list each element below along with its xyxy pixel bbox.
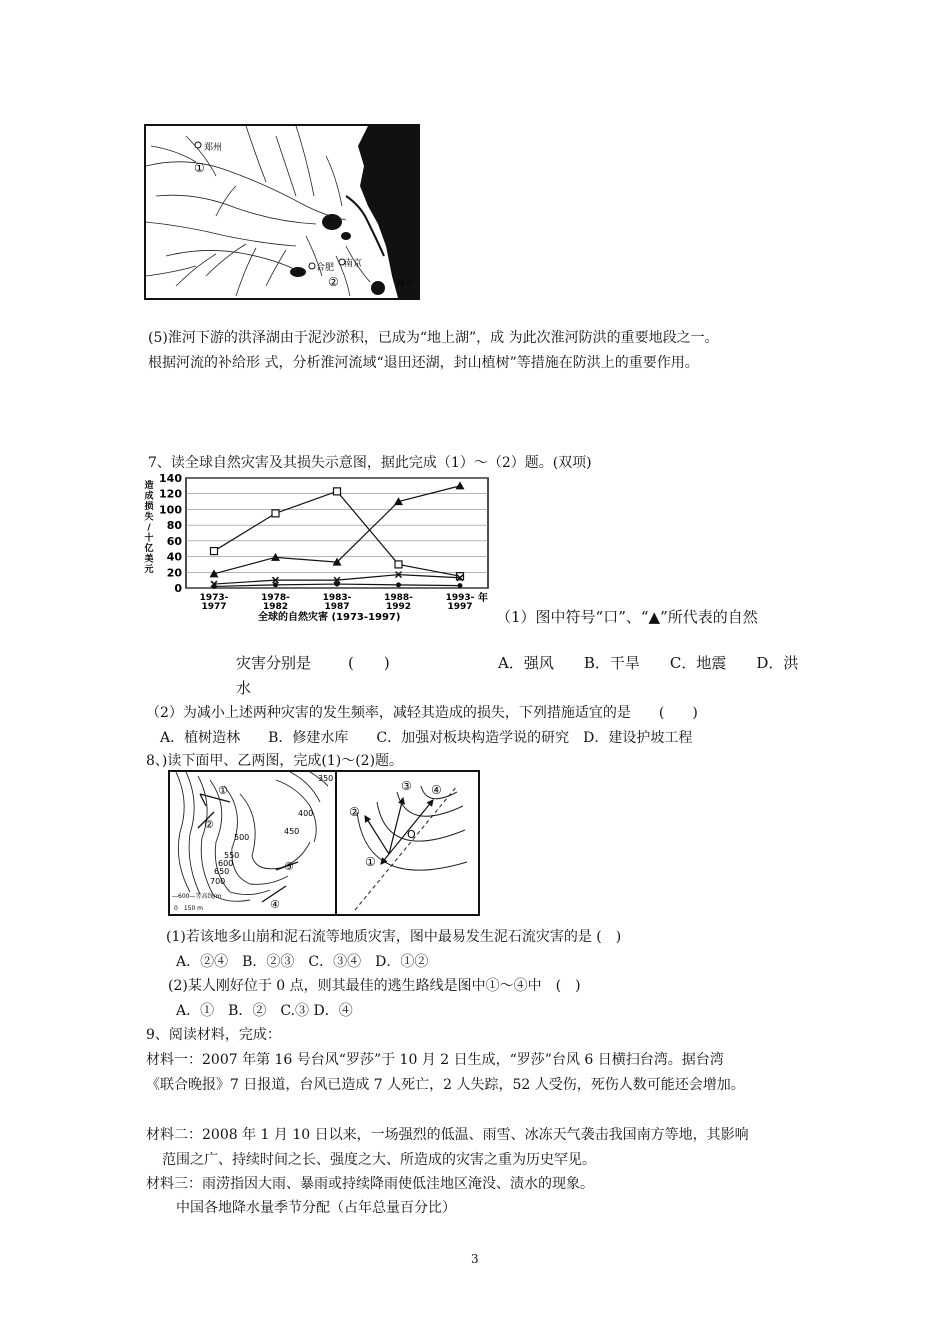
- contour-legend: —600—等高线/m: [172, 893, 222, 900]
- q9-material-3: 材料三：雨涝指因大雨、暴雨或持续降雨使低洼地区淹没、渍水的现象。: [146, 1176, 594, 1192]
- route-marker-4: ④: [431, 783, 442, 797]
- nanjing-label: 南京: [344, 259, 363, 269]
- contour-700-label: 700: [210, 877, 226, 886]
- chart-x-tick-label: 1973-: [199, 593, 229, 603]
- chart-y-label-char: 亿: [144, 544, 154, 554]
- chart-point-dot: [212, 584, 217, 589]
- chart-x-tick-label: 1978-: [261, 593, 290, 603]
- chart-x-tick-label: 1997: [447, 602, 473, 612]
- q7-sub2-options: A．植树造林 B．修建水库 C．加强对板块构造学说的研究 D．建设护坡工程: [160, 730, 693, 746]
- chart-y-tick-label: 140: [159, 472, 182, 485]
- route-marker-2: ②: [349, 805, 360, 819]
- shanghai-label: 海市: [396, 279, 412, 288]
- chart-y-label-char: 损: [144, 502, 154, 512]
- q5-line-2: 根据河流的补给形 式，分析淮河流域“退田还湖，封山植树”等措施在防洪上的重要作用。: [148, 355, 699, 371]
- chart-y-tick-label: 0: [174, 582, 182, 595]
- q9-stem: 9、阅读材料，完成：: [146, 1027, 281, 1043]
- page-number: 3: [471, 1252, 479, 1266]
- q7-stem: 7、读全球自然灾害及其损失示意图，据此完成（1）～（2）题。(双项): [148, 455, 592, 471]
- hefei-label: 合肥: [316, 263, 335, 273]
- huai-river-map: [144, 124, 420, 300]
- contour-map: [168, 770, 337, 916]
- chart-point-square: [272, 510, 279, 517]
- q7-sub1-line-b: 灾害分别是: [236, 654, 312, 672]
- contour-550-label: 550: [224, 851, 240, 860]
- contour-650-label: 650: [214, 867, 230, 876]
- chart-y-axis-label: [144, 479, 153, 575]
- chart-y-tick-label: 60: [166, 534, 182, 548]
- route-origin-label: O: [407, 828, 416, 841]
- chart-point-square: [395, 561, 402, 568]
- contour-marker-2: ②: [204, 818, 214, 831]
- contour-map-drawing: [170, 772, 335, 914]
- route-marker-3: ③: [401, 779, 412, 793]
- chart-point-square: [334, 488, 341, 495]
- chart-y-label-char: /: [147, 523, 151, 533]
- chart-y-label-char: 造: [144, 481, 154, 491]
- q7-sub1-option-wrap: 水: [236, 679, 252, 697]
- circle-1-label: ①: [194, 161, 205, 175]
- circle-2-label: ②: [328, 275, 339, 289]
- q8-sub2-options: A．① B．② C.③ D．④: [176, 1003, 353, 1019]
- chart-point-triangle: [456, 481, 465, 489]
- q7-sub1-options: A．强风 B．干旱 C．地震 D．洪: [498, 654, 799, 672]
- q9-material-1-line-a: 材料一：2007 年第 16 号台风“罗莎”于 10 月 2 日生成，“罗莎”台风 6 日横扫台湾。据台湾: [146, 1052, 724, 1068]
- chart-x-axis-label: 全球的自然灾害 (1973-1997): [258, 612, 401, 623]
- contour-500-label: 500: [234, 833, 250, 842]
- chart-point-square: [211, 548, 218, 555]
- q9-material-1-line-b: 《联合晚报》7 日报道，台风已造成 7 人死亡，2 人失踪，52 人受伤，死伤人数可能还会增加。: [146, 1077, 745, 1093]
- chart-point-dot: [273, 582, 278, 587]
- contour-400-label: 400: [298, 809, 314, 818]
- escape-route-drawing: [337, 772, 478, 914]
- q7-sub2: （2）为减小上述两种灾害的发生频率，减轻其造成的损失，下列措施适宜的是 ( ): [146, 705, 698, 721]
- huai-river-map-drawing: [146, 126, 418, 298]
- contour-450-label: 450: [284, 827, 300, 836]
- q5-line-1: (5)淮河下游的洪泽湖由于泥沙淤积，已成为“地上湖”，成 为此次淮河防洪的重要地段之一。: [148, 330, 719, 346]
- disaster-loss-chart-svg: [140, 472, 500, 624]
- contour-marker-3: ③: [284, 860, 294, 873]
- q9-material-2-line-a: 材料二：2008 年 1 月 10 日以来，一场强烈的低温、雨雪、冰冻天气袭击我国南方等地，其影响: [146, 1127, 749, 1143]
- q8-sub2: (2)某人刚好位于 0 点，则其最佳的逃生路线是图中①～④中 ( ): [168, 978, 581, 994]
- q7-sub1-line-a: （1）图中符号“口”、“▲”所代表的自然: [496, 608, 758, 626]
- q8-sub1-options: A．②④ B．②③ C．③④ D．①②: [176, 954, 429, 970]
- contour-marker-1: ①: [218, 784, 228, 797]
- chart-y-tick-label: 120: [159, 487, 182, 501]
- chart-y-label-char: 十: [144, 533, 154, 544]
- chart-y-tick-label: 20: [166, 566, 182, 580]
- contour-350-label: 350: [318, 774, 334, 783]
- chart-y-tick-label: 40: [166, 550, 182, 564]
- q9-table-title: 中国各地降水量季节分配（占年总量百分比）: [176, 1200, 456, 1216]
- chart-y-label-char: 元: [144, 565, 154, 575]
- disaster-loss-chart: [140, 472, 500, 624]
- chart-x-tick-label: 1977: [201, 602, 227, 612]
- q8-sub1: (1)若该地多山崩和泥石流等地质灾害，图中最易发生泥石流灾害的是 ( ): [166, 929, 622, 945]
- contour-scale: 0 150 m: [174, 905, 204, 912]
- chart-x-tick-label: 1992: [385, 602, 412, 612]
- chart-y-label-char: 失: [144, 512, 154, 523]
- contour-600-label: 600: [218, 859, 234, 868]
- chart-x-unit: 年: [478, 593, 488, 604]
- chart-point-dot: [458, 583, 463, 588]
- chart-y-tick-label: 80: [166, 519, 182, 533]
- route-marker-1: ①: [365, 855, 376, 869]
- chart-y-label-char: 成: [144, 491, 154, 502]
- zhengzhou-label: 郑州: [204, 143, 223, 153]
- chart-y-tick-label: 100: [159, 503, 182, 517]
- q9-material-2-line-b: 范围之广、持续时间之长、强度之大、所造成的灾害之重为历史罕见。: [162, 1152, 596, 1168]
- chart-x-tick-label: 1983-: [322, 593, 352, 603]
- chart-x-tick-label: 1987: [324, 602, 350, 612]
- chart-point-dot: [335, 582, 340, 587]
- chart-x-tick-label: 1993-: [445, 593, 475, 603]
- escape-route-map: [335, 770, 480, 916]
- chart-point-dot: [396, 582, 401, 587]
- chart-x-tick-label: 1982: [262, 602, 289, 612]
- contour-marker-4: ④: [270, 898, 280, 911]
- q8-stem: 8、)读下面甲、乙两图，完成(1)～(2)题。: [146, 753, 404, 769]
- chart-y-label-char: 美: [144, 554, 154, 565]
- q7-sub1-answer-paren: ( ): [348, 654, 390, 672]
- chart-x-tick-label: 1988-: [384, 593, 413, 603]
